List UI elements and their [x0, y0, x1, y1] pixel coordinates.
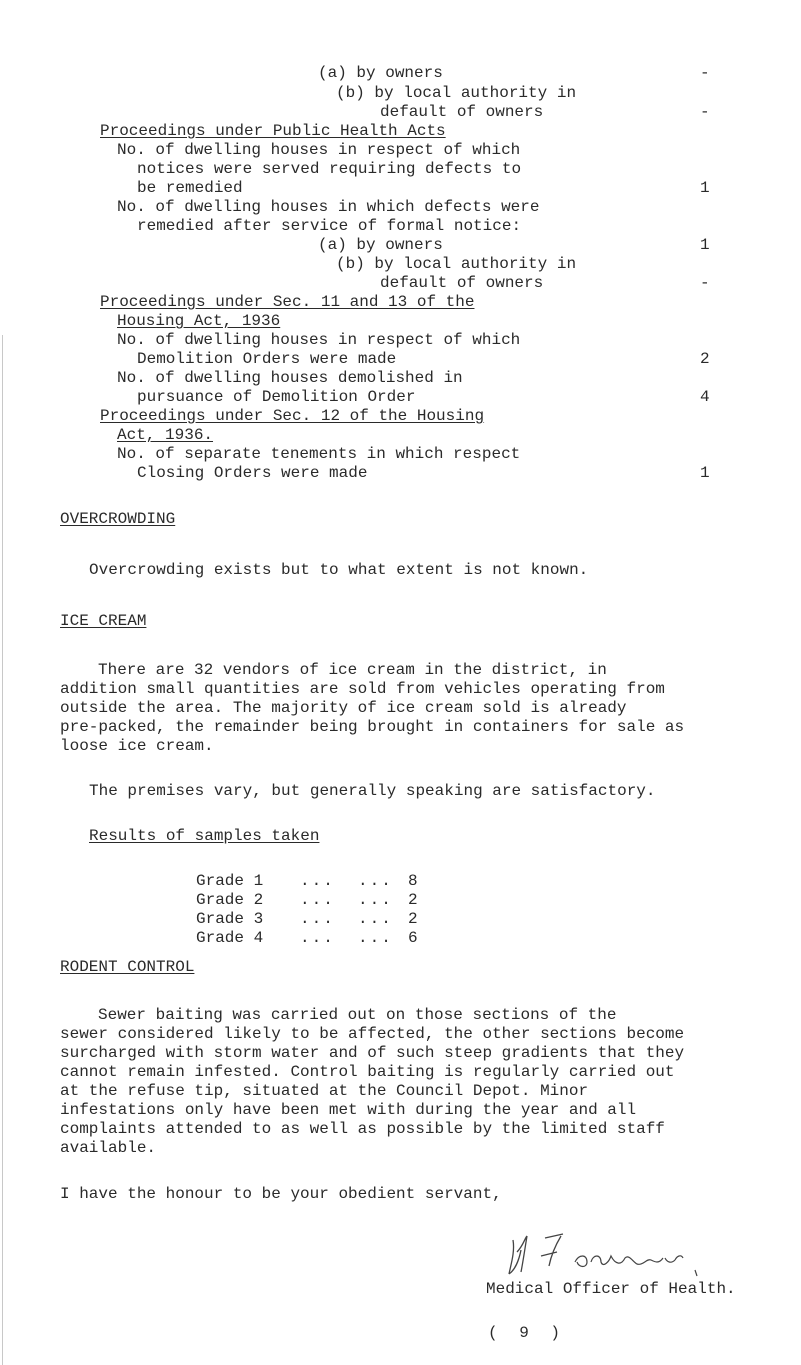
public-health-heading: Proceedings under Public Health Acts — [100, 122, 446, 140]
rodent-l5: at the refuse tip, situated at the Council Depot. Minor — [60, 1082, 589, 1100]
ice-cream-p1-l4: pre-packed, the remainder being brought in containers for sale as — [60, 718, 685, 736]
rodent-l8: available. — [60, 1139, 157, 1157]
grade-value: 8 — [408, 872, 418, 890]
closing-text: I have the honour to be your obedient servant, — [60, 1185, 502, 1203]
grade-label: Grade 1 — [196, 872, 264, 890]
rodent-l2: sewer considered likely to be affected, the other sections become — [60, 1025, 685, 1043]
grade-label: Grade 3 — [196, 910, 264, 928]
rodent-heading: RODENT CONTROL — [60, 958, 195, 976]
ice-cream-p1-l3: outside the area. The majority of ice cream sold is already — [60, 699, 627, 717]
public-health-a-owners: (a) by owners — [318, 236, 443, 254]
top-dash-a: - — [700, 64, 710, 82]
public-health-b-local-cont: default of owners — [380, 274, 544, 292]
ice-cream-p1-l5: loose ice cream. — [60, 737, 214, 755]
ice-cream-p1-l1: There are 32 vendors of ice cream in the district, in — [98, 661, 607, 679]
housing-12-heading-1: Proceedings under Sec. 12 of the Housing — [100, 407, 485, 425]
grade-dots: ... ... — [300, 910, 393, 928]
public-health-notices-3: be remedied — [137, 179, 243, 197]
housing-closing-value: 1 — [700, 464, 710, 482]
overcrowding-text: Overcrowding exists but to what extent is not known. — [89, 561, 589, 579]
public-health-remedied-2: remedied after service of formal notice: — [137, 217, 522, 235]
public-health-remedied-1: No. of dwelling houses in which defects were — [117, 198, 540, 216]
housing-demolition-2: Demolition Orders were made — [137, 350, 397, 368]
housing-closing-2: Closing Orders were made — [137, 464, 368, 482]
rodent-l4: cannot remain infested. Control baiting is regularly carried out — [60, 1063, 675, 1081]
grade-value: 2 — [408, 891, 418, 909]
housing-demolished-1: No. of dwelling houses demolished in — [117, 369, 463, 387]
officer-title: Medical Officer of Health. — [486, 1280, 736, 1298]
housing-demolition-value: 2 — [700, 350, 710, 368]
ice-cream-heading: ICE CREAM — [60, 612, 147, 630]
rodent-l6: infestations only have been met with during the year and all — [60, 1101, 637, 1119]
rodent-l7: complaints attended to as well as possible by the limited staff — [60, 1120, 665, 1138]
grade-dots: ... ... — [300, 891, 393, 909]
top-a-owners: (a) by owners — [318, 64, 443, 82]
public-health-a-value: 1 — [700, 236, 710, 254]
results-heading: Results of samples taken — [89, 827, 320, 845]
housing-demolished-2: pursuance of Demolition Order — [137, 388, 416, 406]
public-health-notices-2: notices were served requiring defects to — [137, 160, 522, 178]
housing-demolition-1: No. of dwelling houses in respect of which — [117, 331, 521, 349]
ice-cream-p1-l2: addition small quantities are sold from vehicles operating from — [60, 680, 665, 698]
ice-cream-p2: The premises vary, but generally speaking are satisfactory. — [89, 782, 656, 800]
page-edge-line — [2, 335, 3, 1365]
public-health-b-value: - — [700, 274, 710, 292]
grade-value: 6 — [408, 929, 418, 947]
housing-11-13-heading-1: Proceedings under Sec. 11 and 13 of the — [100, 293, 475, 311]
grade-dots: ... ... — [300, 872, 393, 890]
handwritten-signature — [505, 1232, 705, 1282]
overcrowding-heading: OVERCROWDING — [60, 510, 176, 528]
grade-label: Grade 4 — [196, 929, 264, 947]
top-dash-b: - — [700, 103, 710, 121]
housing-closing-1: No. of separate tenements in which respect — [117, 445, 521, 463]
grade-value: 2 — [408, 910, 418, 928]
grade-label: Grade 2 — [196, 891, 264, 909]
housing-12-heading-2: Act, 1936. — [117, 426, 214, 444]
housing-demolished-value: 4 — [700, 388, 710, 406]
public-health-b-local: (b) by local authority in — [336, 255, 577, 273]
housing-11-13-heading-2: Housing Act, 1936 — [117, 312, 281, 330]
top-b-local: (b) by local authority in — [336, 84, 577, 102]
public-health-notices-1: No. of dwelling houses in respect of which — [117, 141, 521, 159]
public-health-notices-value: 1 — [700, 179, 710, 197]
rodent-l3: surcharged with storm water and of such steep gradients that they — [60, 1044, 685, 1062]
grade-dots: ... ... — [300, 929, 393, 947]
rodent-l1: Sewer baiting was carried out on those sections of the — [98, 1006, 617, 1024]
page-number: ( 9 ) — [488, 1324, 567, 1342]
top-b-local-cont: default of owners — [380, 103, 544, 121]
